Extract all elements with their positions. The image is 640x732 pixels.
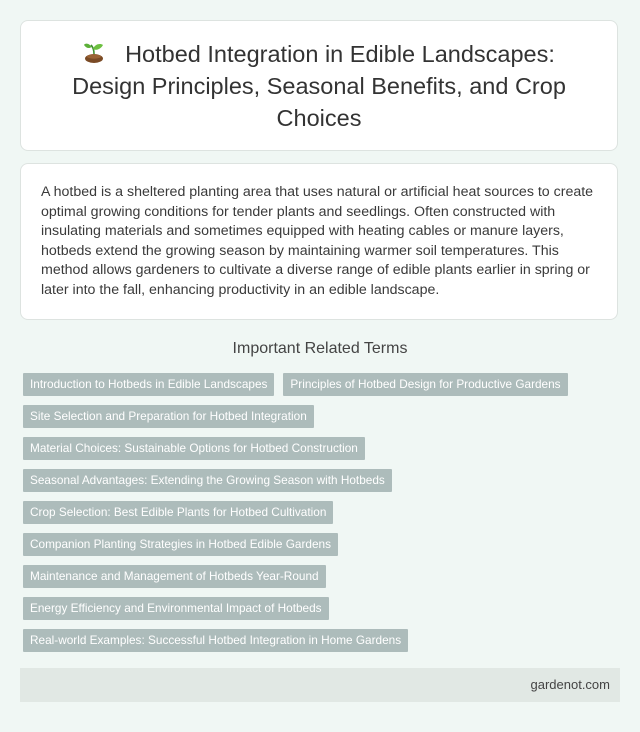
- related-term-tag[interactable]: Site Selection and Preparation for Hotbed Integration: [23, 405, 314, 428]
- related-term-tag[interactable]: Principles of Hotbed Design for Productive Gardens: [283, 373, 567, 396]
- page-title-text: Hotbed Integration in Edible Landscapes: Design Principles, Seasonal Benefits, and Crop Choices: [72, 40, 566, 131]
- related-term-tag[interactable]: Introduction to Hotbeds in Edible Landscapes: [23, 373, 274, 396]
- related-term-tag[interactable]: Real-world Examples: Successful Hotbed Integration in Home Gardens: [23, 629, 408, 652]
- description-text: A hotbed is a sheltered planting area that uses natural or artificial heat sources to create optimal growing conditions for tender plants and seedlings. Often constructed with insulating materials and sometimes equipped with heating cables or manure layers, hotbeds extend the growing season by maintaining warmer soil temperatures. This method allows gardeners to cultivate a diverse range of edible plants earlier in spring or later into the fall, enhancing productivity in an edible landscape.: [41, 184, 594, 298]
- title-card: [20, 20, 618, 151]
- related-term-tag[interactable]: Energy Efficiency and Environmental Impact of Hotbeds: [23, 597, 329, 620]
- related-term-tag[interactable]: Companion Planting Strategies in Hotbed Edible Gardens: [23, 533, 338, 556]
- related-term-tag[interactable]: Maintenance and Management of Hotbeds Year-Round: [23, 565, 326, 588]
- footer-site-link[interactable]: gardenot.com: [530, 677, 610, 692]
- related-terms-heading: Important Related Terms: [232, 340, 408, 357]
- related-term-tag[interactable]: Seasonal Advantages: Extending the Growing Season with Hotbeds: [23, 469, 392, 492]
- related-term-tag[interactable]: Crop Selection: Best Edible Plants for Hotbed Cultivation: [23, 501, 333, 524]
- sprout-icon: [83, 41, 105, 65]
- related-terms-list: [23, 373, 603, 652]
- description-card: [20, 163, 618, 320]
- related-term-tag[interactable]: Material Choices: Sustainable Options for Hotbed Construction: [23, 437, 365, 460]
- footer: [20, 668, 620, 702]
- page-title: [51, 38, 587, 134]
